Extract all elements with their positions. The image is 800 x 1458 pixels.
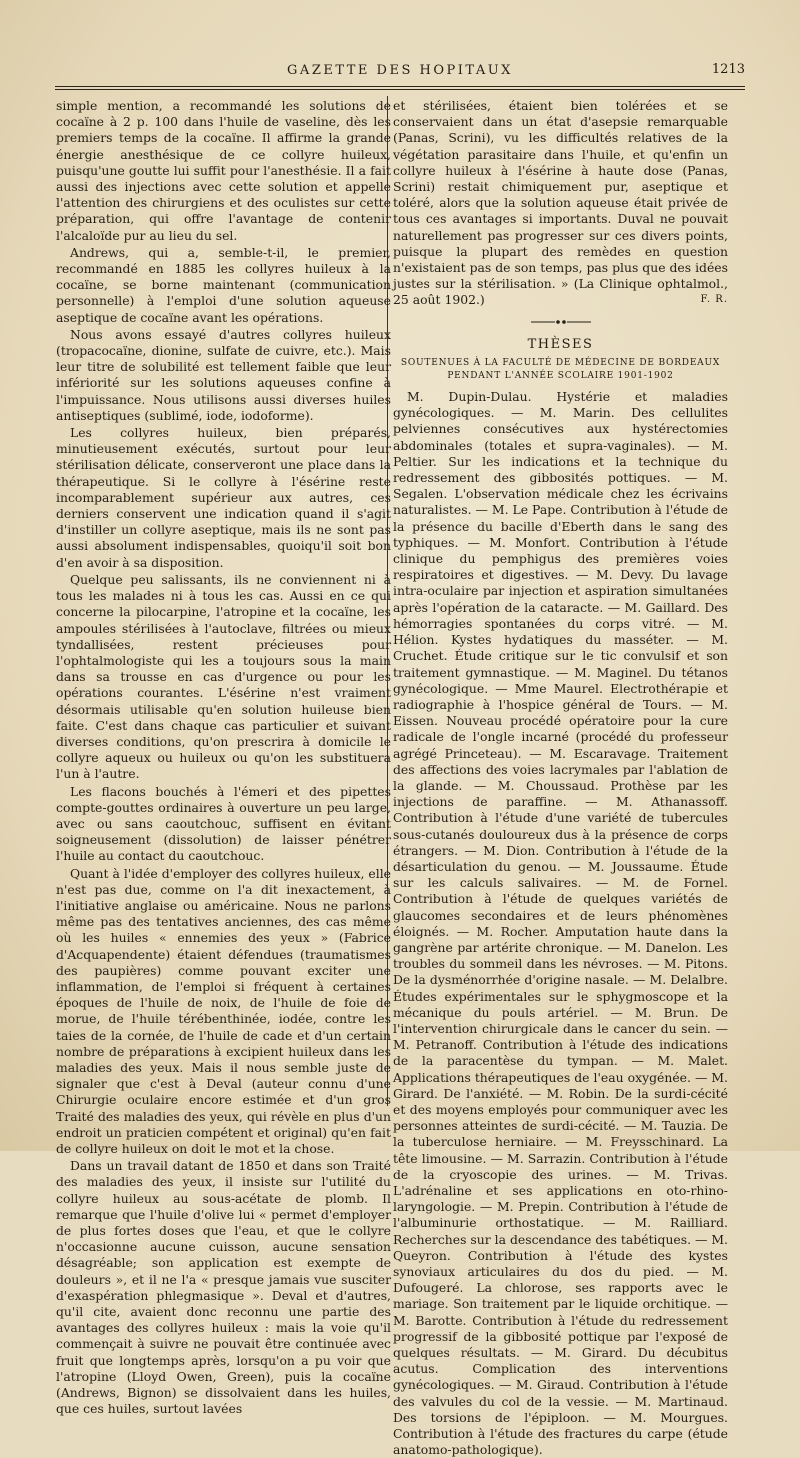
- header-rule-thin: [55, 89, 745, 90]
- author-signature: F. R.: [700, 294, 728, 306]
- page-number: 1213: [711, 62, 745, 77]
- paragraph: Nous avons essayé d'autres collyres huileux (tropacocaïne, dionine, sulfate de cuivre, etc.). Mais leur titre de solubilité est tellement faible que leur infériorité sur les solutions aqueuses confine à l'impuissance. Nous utilisons aussi diverses huiles antiseptiques (sublimé, iode, iodoforme).: [56, 326, 391, 423]
- journal-title: GAZETTE DES HOPITAUX: [287, 63, 513, 78]
- continuation-text: et stérilisées, étaient bien tolérées et se conservaient dans un état d'asepsie remarquable (Panas, Scrini), vu les difficultés relatives de la végétation parasitaire dans l'huile, et qu'enfin un collyre huileux à l'ésérine à haute dose (Panas, Scrini) restait chimiquement pur, aseptique et toléré, alors que la solution aqueuse était privée de tous ces avantages si importants. Duval ne pouvait naturellement pas progresser sur ces divers points, puisque la plupart des remèdes en question n'existaient pas de son temps, pas plus que des idées justes sur la stérilisation. » (La Clinique ophtalmol., 25 août 1902.): [393, 98, 728, 308]
- paragraph: Quelque peu salissants, ils ne conviennent ni à tous les malades ni à tous les cas. Aussi en ce qui concerne la pilocarpine, l'atropine et la cocaïne, les ampoules stérilisées à l'autoclave, filtrées ou mieux tyndallisées, restent précieuses pour l'ophtalmologiste qui les a toujours sous la main dans sa trousse en cas d'urgence ou pour les opérations courantes. L'ésérine n'est vraiment désormais utilisable qu'en solution huileuse bien faite. C'est dans chaque cas particulier et suivant diverses conditions, qu'on prescrira à domicile le collyre aqueux ou huileux ou qu'on les substituera l'un à l'autre.: [56, 571, 391, 782]
- running-header: [55, 60, 745, 84]
- section-subtitle-line: PENDANT L'ANNÉE SCOLAIRE 1901-1902: [447, 371, 674, 382]
- right-column: [393, 98, 728, 1458]
- theses-list: M. Dupin-Dulau. Hystérie et maladies gynécologiques. — M. Marin. Des cellulites pelviennes consécutives aux hystérectomies abdominales (totales et supra-vaginales). — M. Peltier. Sur les indications et la technique du redressement des gibbosités pottiques. — M. Segalen. L'observation médicale chez les écrivains naturalistes. — M. Le Pape. Contribution à l'étude de la présence du bacille d'Eberth dans le sang des typhiques. — M. Monfort. Contribution à l'étude clinique du pemphigus des premières voies respiratoires et digestives. — M. Devy. Du lavage intra-oculaire par injection et aspiration simultanées après l'opération de la cataracte. — M. Gaillard. Des hémorragies spontanées du corps vitré. — M. Hélion. Kystes hydatiques du masséter. — M. Cruchet. Étude critique sur le tic convulsif et son traitement gymnastique. — M. Maginel. Du tétanos gynécologique. — Mme Maurel. Electrothérapie et radiographie à l'hospice général de Tours. — M. Eissen. Nouveau procédé opératoire pour la cure radicale de l'ongle incarné (procédé du professeur agrégé Princeteau). — M. Escaravage. Traitement des affections des voies lacrymales par l'ablation de la glande. — M. Choussaud. Prothèse par les injections de paraffine. — M. Athanassoff. Contribution à l'étude d'une variété de tubercules sous-cutanés douloureux dus à la présence de corps étrangers. — M. Dion. Contribution à l'étude de la désarticulation du genou. — M. Joussaume. Étude sur les calculs salivaires. — M. de Fornel. Contribution à l'étude de quelques variétés de glaucomes secondaires et de leurs phénomènes éloignés. — M. Rocher. Amputation haute dans la gangrène par artérite chronique. — M. Danelon. Les troubles du sommeil dans les névroses. — M. Pitons. De la dysménorrhée d'origine nasale. — M. Delalbre. Études expérimentales sur le sphygmoscope et la mécanique du pouls artériel. — M. Brun. De l'intervention chirurgicale dans le cancer du sein. — M. Petranoff. Contribution à l'étude des indications de la paracentèse du tympan. — M. Malet. Applications thérapeutiques de l'eau oxygénée. — M. Girard. De l'anxiété. — M. Robin. De la surdi-cécité et des moyens employés pour communiquer avec les personnes atteintes de surdi-cécité. — M. Tauzia. De la tuberculose herniaire. — M. Freysschinard. La tête limousine. — M. Sarrazin. Contribution à l'étude de la cryoscopie des urines. — M. Trivas. L'adrénaline et ses applications en oto-rhino-laryngologie. — M. Prepin. Contribution à l'étude de l'albuminurie orthostatique. — M. Railliard. Recherches sur la descendance des tabétiques. — M. Queyron. Contribution à l'étude des kystes synoviaux articulaires du dos du pied. — M. Dufougeré. La chlorose, ses rapports avec le mariage. Son traitement par le liquide orchitique. — M. Barotte. Contribution à l'étude du redressement progressif de la gibbosité pottique par l'exposé de quelques résultats. — M. Girard. Du décubitus acutus. Complication des interventions gynécologiques. — M. Giraud. Contribution à l'étude des valvules du col de la vessie. — M. Martinaud. Des torsions de l'épiploon. — M. Mourgues. Contribution à l'étude des fractures du carpe (étude anatomo-pathologique).: [393, 389, 728, 1458]
- section-title: THÈSES: [527, 336, 594, 352]
- paragraph: Les collyres huileux, bien préparés, minutieusement exécutés, surtout pour leur stérilisation délicate, conserveront une place dans la thérapeutique. Si le collyre à l'ésérine reste incomparablement supérieur aux autres, ces derniers conservent une indication quand il s'agit d'instiller un collyre aseptique, mais ils ne sont pas aussi absolument indispensables, quoiqu'il soit bon d'en avoir à sa disposition.: [56, 425, 391, 570]
- paragraph: Dans un travail datant de 1850 et dans son Traité des maladies des yeux, il insiste sur l'utilité du collyre huileux au sous-acétate de plomb. Il remarque que l'huile d'olive lui « permet d'employer de plus fortes doses que l'eau, et que le collyre n'occasionne aucune cuisson, aucune sensation désagréable; son application est exempte de douleurs », et il ne l'a « presque jamais vue susciter d'exaspération phlegmasique ». Deval et d'autres, qu'il cite, avaient donc reconnu une partie des avantages des collyres huileux : mais la voie qu'il commençait à suivre ne pouvait être continuée avec fruit que longtemps après, lorsqu'on a pu voir que l'atropine (Lloyd Owen, Green), puis la cocaïne (Andrews, Bignon) se dissolvaient dans les huiles, que ces huiles, surtout lavées: [56, 1158, 391, 1417]
- paragraph: Quant à l'idée d'employer des collyres huileux, elle n'est pas due, comme on l'a dit inexactement, à l'initiative anglaise ou américaine. Nous ne parlons même pas des tentatives anciennes, des cas même où les huiles « ennemies des yeux » (Fabrice d'Acquapendente) étaient défendues (traumatismes des paupières) comme pouvant exciter une inflammation, de l'emploi si fréquent à certaines époques de l'huile de noix, de l'huile de foie de morue, de l'huile térébenthinée, iodée, contre les taies de la cornée, de l'huile de cade et d'un certain nombre de préparations à excipient huileux dans les maladies des yeux. Mais il nous semble juste de signaler que c'est à Deval (auteur connu d'une Chirurgie oculaire encore estimée et d'un gros Traité des maladies des yeux, qui révèle en plus d'un endroit un praticien compétent et original) qu'en fait de collyre huileux on doit le mot et la chose.: [56, 865, 391, 1156]
- article-continuation: [393, 98, 728, 309]
- paragraph: Les flacons bouchés à l'émeri et des pipettes compte-gouttes ordinaires à ouverture un peu large, avec ou sans caoutchouc, suffisent en évitant soigneusement (dissolution) de laisser pénétrer l'huile au contact du caoutchouc.: [56, 783, 391, 864]
- ornament-divider: [393, 315, 728, 331]
- header-rule: [55, 86, 745, 87]
- paragraph: Andrews, qui a, semble-t-il, le premier, recommandé en 1885 les collyres huileux à la cocaïne, se borne maintenant (communication personnelle) à l'emploi d'une solution aqueuse aseptique de cocaïne avant les opérations.: [56, 244, 391, 325]
- section-subtitle: [393, 357, 728, 383]
- left-column: [56, 98, 391, 1417]
- paragraph: simple mention, a recommandé les solutions de cocaïne à 2 p. 100 dans l'huile de vaseline, dès les premiers temps de la cocaïne. Il affirme la grande énergie anesthésique de ce collyre huileux, puisqu'une goutte lui suffit pour l'anesthésie. Il a fait aussi des injections avec cette solution et appelle l'attention des chirurgiens et des oculistes sur cette préparation, qui offre l'avantage de contenir l'alcaloïde pur au lieu du sel.: [56, 98, 391, 243]
- section-subtitle-line: SOUTENUES À LA FACULTÉ DE MÉDECINE DE BORDEAUX: [400, 358, 721, 369]
- ornament-line-icon: [531, 319, 591, 325]
